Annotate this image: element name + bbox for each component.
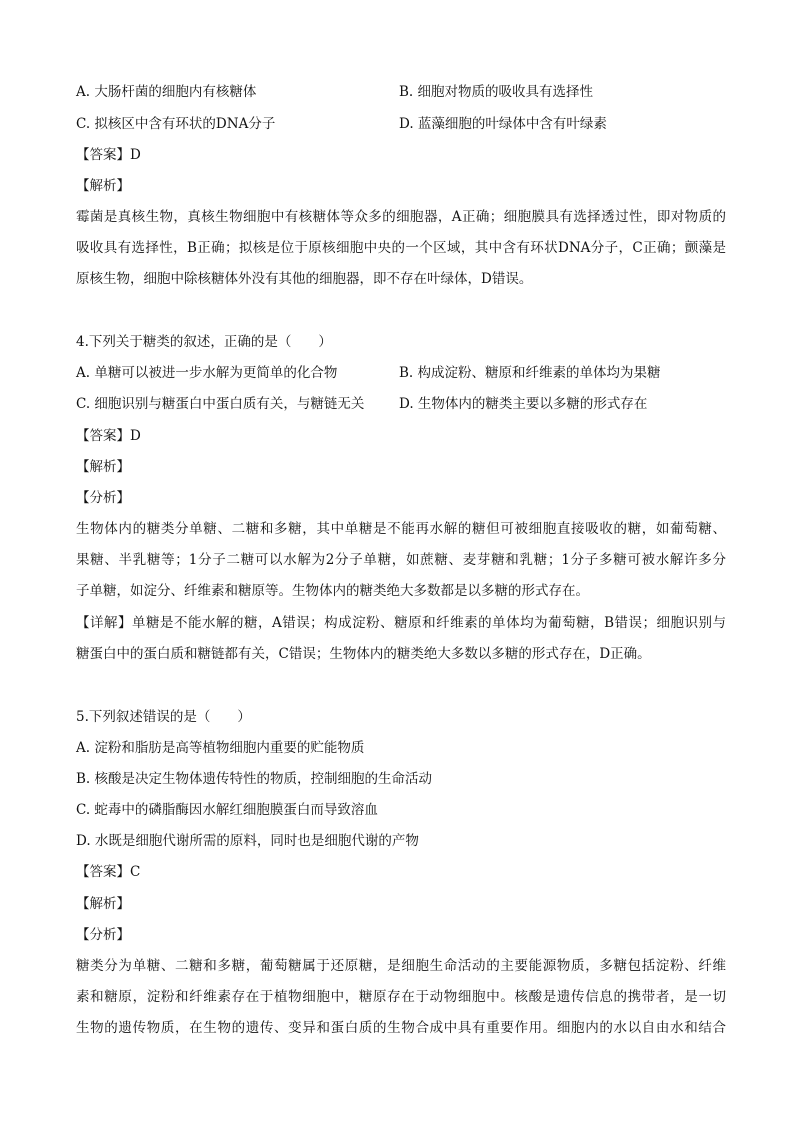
q4-fenxi-line-2: 果糖、半乳糖等；1分子二糖可以水解为2分子单糖，如蔗糖、麦芽糖和乳糖；1分子多糖可被水解许多分 (76, 552, 726, 568)
q5-answer: 【答案】C (76, 864, 141, 880)
q5-question: 5.下列叙述错误的是（ ） (76, 709, 251, 725)
q5-option-a: A. 淀粉和脂肪是高等植物细胞内重要的贮能物质 (76, 740, 365, 756)
q5-option-d: D. 水既是细胞代谢所需的原料，同时也是细胞代谢的产物 (76, 833, 419, 849)
q3-option-a: A. 大肠杆菌的细胞内有核糖体 (76, 84, 257, 100)
q4-fenxi-title: 【分析】 (76, 490, 130, 506)
q5-fenxi-line-3: 生物的遗传物质，在生物的遗传、变异和蛋白质的生物合成中具有重要作用。细胞内的水以自由水和结合 (76, 1020, 726, 1036)
q3-analysis-line-1: 霉菌是真核生物，真核生物细胞中有核糖体等众多的细胞器，A正确；细胞膜具有选择透过性，即对物质的 (76, 209, 726, 225)
q4-option-d: D. 生物体内的糖类主要以多糖的形式存在 (399, 396, 648, 412)
q4-detail-line-1: 【详解】单糖是不能水解的糖，A错误；构成淀粉、糖原和纤维素的单体均为葡萄糖，B错误；细胞识别与 (76, 615, 726, 631)
q3-option-c: C. 拟核区中含有环状的DNA分子 (76, 116, 276, 132)
q4-fenxi-line-3: 子单糖，如淀分、纤维素和糖原等。生物体内的糖类绝大多数都是以多糖的形式存在。 (76, 583, 589, 599)
q3-analysis-line-2: 吸收具有选择性，B正确；拟核是位于原核细胞中央的一个区域，其中含有环状DNA分子，C正确；颤藻是 (76, 240, 726, 256)
q4-question: 4.下列关于糖类的叙述，正确的是（ ） (76, 334, 332, 350)
q5-option-c: C. 蛇毒中的磷脂酶因水解红细胞膜蛋白而导致溶血 (76, 802, 378, 818)
q5-fenxi-line-1: 糖类分为单糖、二糖和多糖，葡萄糖属于还原糖，是细胞生命活动的主要能源物质，多糖包括淀粉、纤维 (76, 958, 726, 974)
q4-fenxi-line-1: 生物体内的糖类分单糖、二糖和多糖，其中单糖是不能再水解的糖但可被细胞直接吸收的糖，如葡萄糖、 (76, 521, 726, 537)
q4-option-c: C. 细胞识别与糖蛋白中蛋白质有关，与糖链无关 (76, 396, 365, 412)
q4-option-a: A. 单糖可以被进一步水解为更简单的化合物 (76, 365, 338, 381)
q5-analysis-title: 【解析】 (76, 896, 130, 912)
q3-answer: 【答案】D (76, 147, 141, 163)
q4-option-b: B. 构成淀粉、糖原和纤维素的单体均为果糖 (399, 365, 661, 381)
q3-option-b: B. 细胞对物质的吸收具有选择性 (399, 84, 594, 100)
q5-option-b: B. 核酸是决定生物体遗传特性的物质，控制细胞的生命活动 (76, 771, 433, 787)
q5-fenxi-title: 【分析】 (76, 927, 130, 943)
q3-analysis-title: 【解析】 (76, 178, 130, 194)
q4-analysis-title: 【解析】 (76, 459, 130, 475)
q4-answer: 【答案】D (76, 428, 141, 444)
q3-analysis-line-3: 原核生物，细胞中除核糖体外没有其他的细胞器，即不存在叶绿体，D错误。 (76, 271, 533, 287)
q4-detail-line-2: 糖蛋白中的蛋白质和糖链都有关，C错误；生物体内的糖类绝大多数以多糖的形式存在，D正确。 (76, 646, 651, 662)
q5-fenxi-line-2: 素和糖原，淀粉和纤维素存在于植物细胞中，糖原存在于动物细胞中。核酸是遗传信息的携带者，是一切 (76, 989, 726, 1005)
q3-option-d: D. 蓝藻细胞的叶绿体中含有叶绿素 (399, 116, 607, 132)
